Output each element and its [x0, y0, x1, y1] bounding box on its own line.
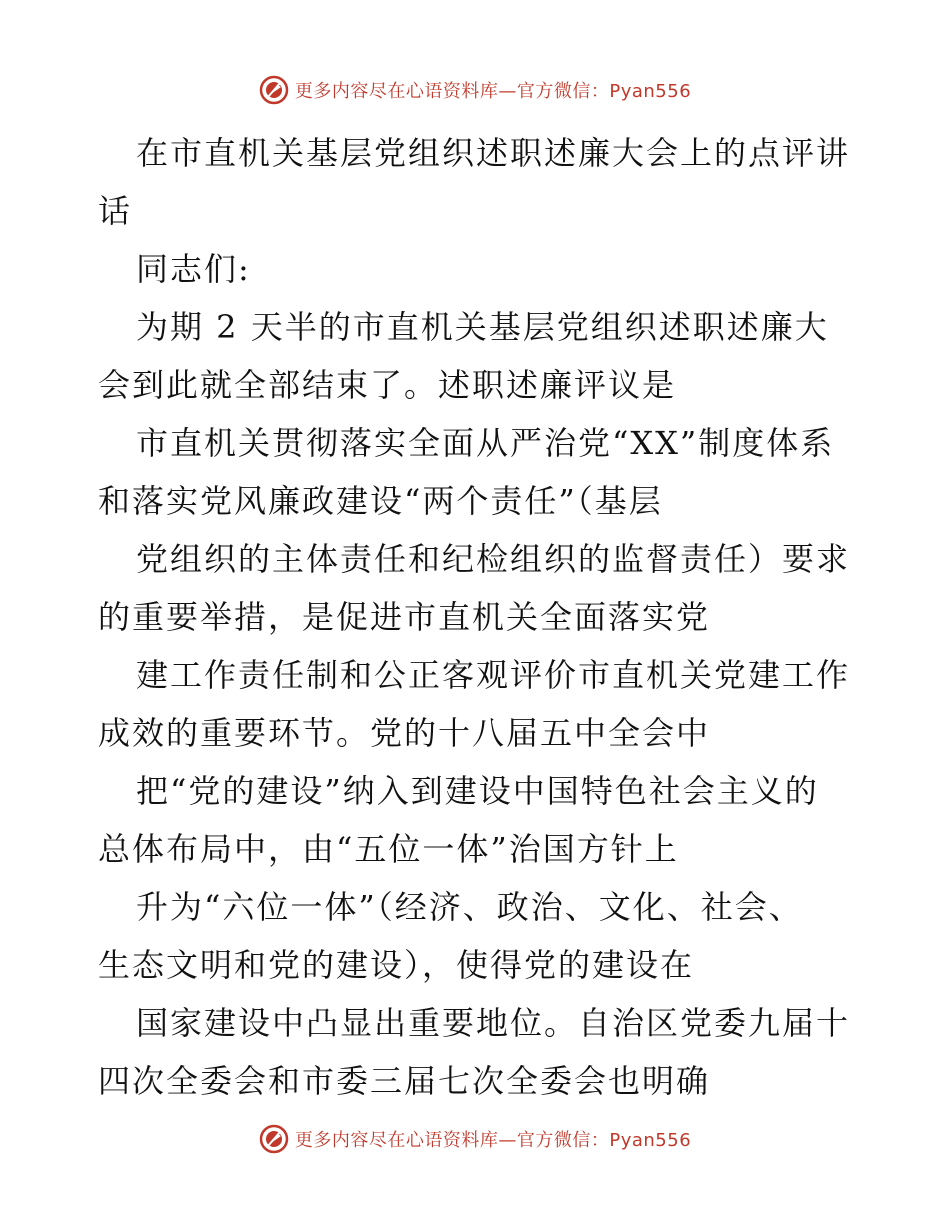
text-line: 四次全委会和市委三届七次全委会也明确	[98, 1062, 711, 1100]
text-line: 在市直机关基层党组织述职述廉大会上的点评讲	[136, 134, 851, 172]
text-line: 升为“六位一体”（经济、政治、文化、社会、	[136, 888, 803, 926]
text-line: 总体布局中，由“五位一体”治国方针上	[98, 830, 679, 868]
watermark-text: 更多内容尽在心语资料库—官方微信：Pyan556	[294, 81, 692, 102]
text-line: 生态文明和党的建设），使得党的建设在	[98, 946, 695, 984]
document-body	[98, 124, 858, 1110]
text-line: 建工作责任制和公正客观评价市直机关党建工作	[136, 656, 851, 694]
feather-pen-circle-logo-icon	[259, 75, 289, 105]
text-line: 的重要举措，是促进市直机关全面落实党	[98, 598, 711, 636]
text-line: 会到此就全部结束了。述职述廉评议是	[98, 366, 677, 404]
text-line: 市直机关贯彻落实全面从严治党“XX”制度体系	[136, 424, 835, 462]
watermark-text: 更多内容尽在心语资料库—官方微信：Pyan556	[294, 1130, 692, 1151]
text-line: 和落实党风廉政建设“两个责任”（基层	[98, 482, 663, 520]
text-line: 为期 2 天半的市直机关基层党组织述职述廉大	[136, 308, 829, 346]
text-line: 党组织的主体责任和纪检组织的监督责任）要求	[136, 540, 851, 578]
text-line: 同志们:	[136, 250, 251, 288]
feather-pen-circle-logo-icon	[259, 1124, 289, 1154]
footer-watermark	[0, 1119, 950, 1159]
text-line: 成效的重要环节。党的十八届五中全会中	[98, 714, 711, 752]
text-line: 把“党的建设”纳入到建设中国特色社会主义的	[136, 772, 819, 810]
text-line: 话	[98, 192, 133, 230]
text-line: 国家建设中凸显出重要地位。自治区党委九届十	[136, 1004, 851, 1042]
header-watermark	[0, 70, 950, 110]
